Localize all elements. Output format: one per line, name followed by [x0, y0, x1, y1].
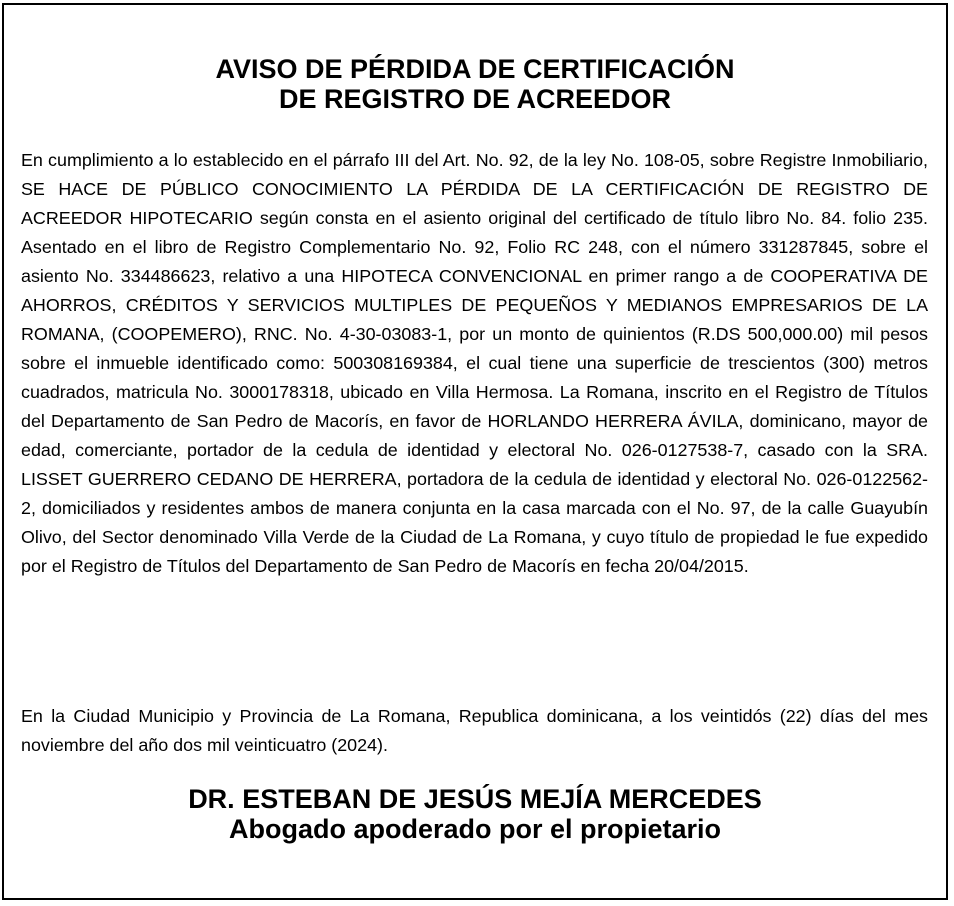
notice-title	[4, 54, 946, 114]
notice-title-line-2: DE REGISTRO DE ACREEDOR	[278, 84, 672, 114]
signer-role: Abogado apoderado por el propietario	[228, 814, 722, 844]
signature-block	[4, 784, 946, 844]
notice-title-line-1: AVISO DE PÉRDIDA DE CERTIFICACIÓN	[215, 54, 735, 84]
signer-name: DR. ESTEBAN DE JESÚS MEJÍA MERCEDES	[188, 784, 762, 814]
notice-body-paragraph: En cumplimiento a lo establecido en el párrafo III del Art. No. 92, de la ley No. 108-05, sobre Registre Inmobiliario, SE HACE DE PÚBLICO CONOCIMIENTO LA PÉRDIDA DE LA CERTIFICACIÓN DE REGISTRO DE ACREEDOR HIPOTECARIO según consta en el asiento original del certificado de título libro No. 84. folio 235. Asentado en el libro de Registro Complementario No. 92, Folio RC 248, con el número 331287845, sobre el asiento No. 334486623, relativo a una HIPOTECA CONVENCIONAL en primer rango a de COOPERATIVA DE AHORROS, CRÉDITOS Y SERVICIOS MULTIPLES DE PEQUEÑOS Y MEDIANOS EMPRESARIOS DE LA ROMANA, (COOPEMERO), RNC. No. 4-30-03083-1, por un monto de quinientos (R.DS 500,000.00) mil pesos sobre el inmueble identificado como: 500308169384, el cual tiene una superficie de trescientos (300) metros cuadrados, matricula No. 3000178318, ubicado en Villa Hermosa. La Romana, inscrito en el Registro de Títulos del Departamento de San Pedro de Macorís, en favor de HORLANDO HERRERA ÁVILA, dominicano, mayor de edad, comerciante, portador de la cedula de identidad y electoral No. 026-0127538-7, casado con la SRA. LISSET GUERRERO CEDANO DE HERRERA, portadora de la cedula de identidad y electoral No. 026-0122562-2, domiciliados y residentes ambos de manera conjunta en la casa marcada con el No. 97, de la calle Guayubín Olivo, del Sector denominado Villa Verde de la Ciudad de La Romana, y cuyo título de propiedad le fue expedido por el Registro de Títulos del Departamento de San Pedro de Macorís en fecha 20/04/2015.	[21, 150, 928, 576]
notice-date-paragraph: En la Ciudad Municipio y Provincia de La Romana, Republica dominicana, a los veintidós (22) días del mes noviembre del año dos mil veinticuatro (2024).	[21, 706, 928, 755]
legal-notice	[2, 3, 948, 900]
